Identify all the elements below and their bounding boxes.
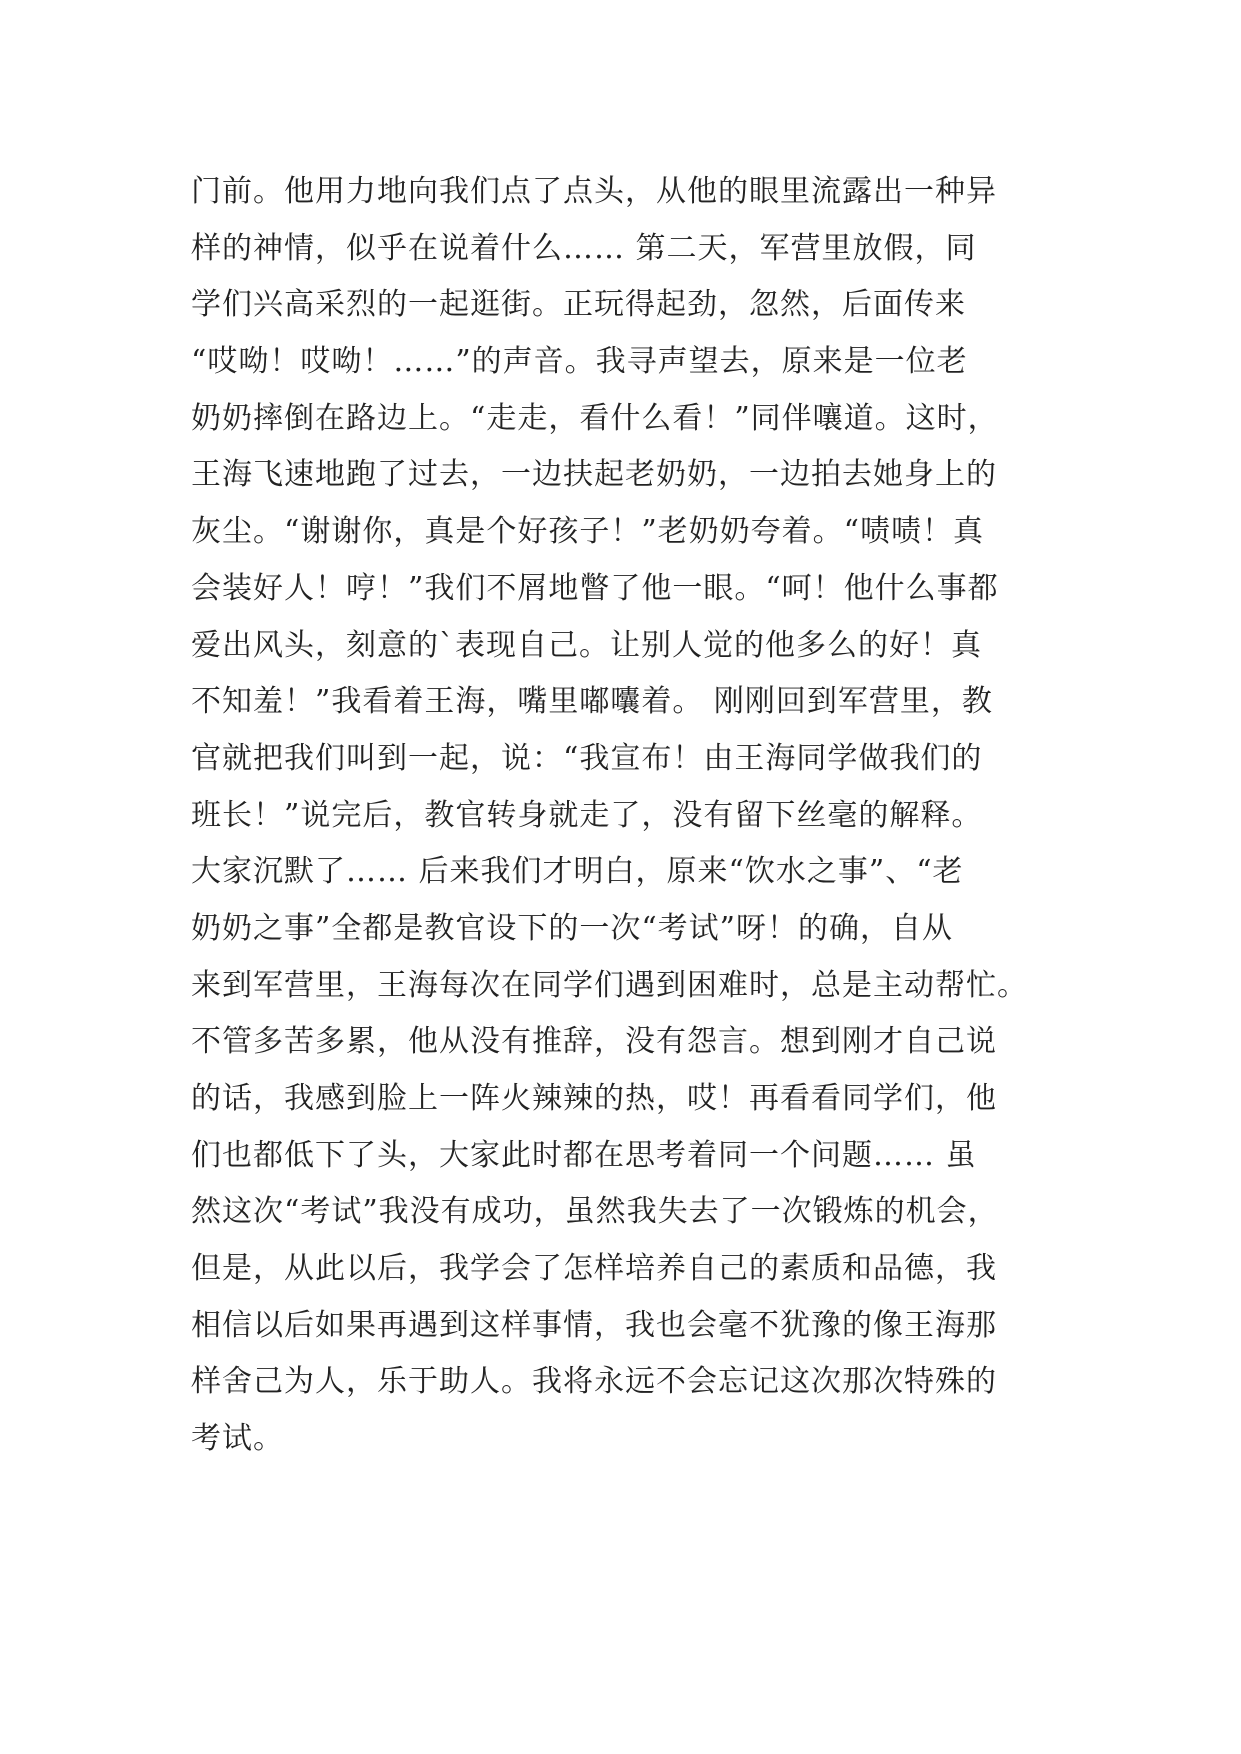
text-line: 然这次“考试”我没有成功，虽然我失去了一次锻炼的机会， [191,1194,999,1230]
text-line: 不管多苦多累，他从没有推辞，没有怨言。想到刚才自己说 [191,1024,997,1060]
text-line: 考试。 [191,1421,284,1457]
text-line: 灰尘。“谢谢你，真是个好孩子！”老奶奶夸着。“啧啧！真 [191,514,985,550]
text-line: 会装好人！哼！”我们不屑地瞥了他一眼。“呵！他什么事都 [191,570,999,606]
text-line: 样的神情，似乎在说着什么…… 第二天，军营里放假，同 [191,230,977,266]
text-line: 官就把我们叫到一起，说：“我宣布！由王海同学做我们的 [191,740,983,776]
text-line: 门前。他用力地向我们点了点头，从他的眼里流露出一种异 [191,174,997,209]
text-line: “哎呦！哎呦！……”的声音。我寻声望去，原来是一位老 [191,344,968,380]
text-line: 班长！”说完后，教官转身就走了，没有留下丝毫的解释。 [191,797,983,833]
text-line: 奶奶之事”全都是教官设下的一次“考试”呀！的确，自从 [191,910,954,946]
text-line: 们也都低下了头，大家此时都在思考着同一个问题…… 虽 [191,1137,977,1173]
text-line: 奶奶摔倒在路边上。“走走，看什么看！”同伴嚷道。这时， [191,400,999,436]
text-line: 爱出风头，刻意的`表现自己。让别人觉的他多么的好！真 [191,627,982,663]
body-text [191,164,1051,1468]
text-line: 大家沉默了…… 后来我们才明白，原来“饮水之事”、“老 [191,854,964,890]
text-line: 但是，从此以后，我学会了怎样培养自己的素质和品德，我 [191,1251,997,1287]
text-line: 王海飞速地跑了过去，一边扶起老奶奶，一边拍去她身上的 [191,457,997,493]
text-line: 学们兴高采烈的一起逛街。正玩得起劲，忽然，后面传来 [191,287,966,323]
text-line: 样舍己为人，乐于助人。我将永远不会忘记这次那次特殊的 [191,1364,997,1400]
text-line: 不知羞！”我看着王海，嘴里嘟囔着。 刚刚回到军营里，教 [191,684,993,720]
text-line: 相信以后如果再遇到这样事情，我也会毫不犹豫的像王海那 [191,1307,997,1343]
text-line: 来到军营里，王海每次在同学们遇到困难时，总是主动帮忙。 [191,967,1028,1003]
text-line: 的话，我感到脸上一阵火辣辣的热，哎！再看看同学们，他 [191,1081,997,1116]
